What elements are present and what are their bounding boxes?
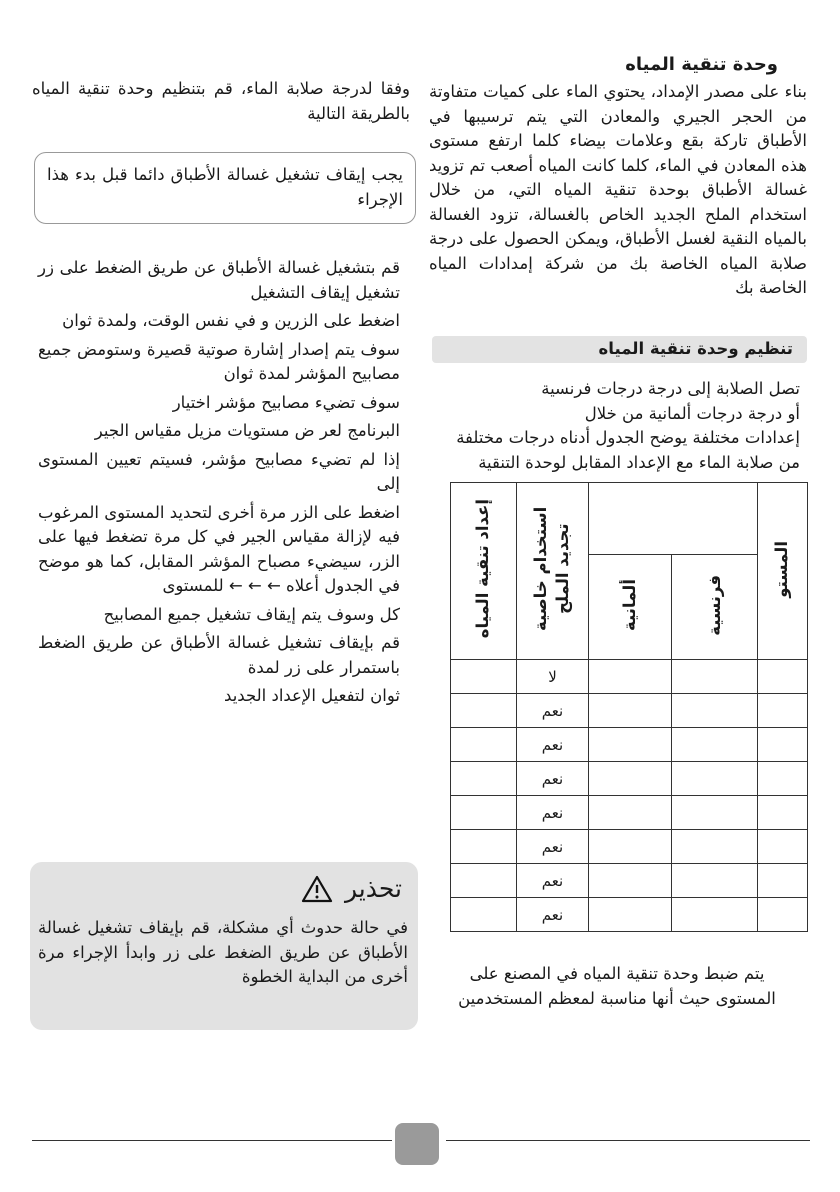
warning-title: تحذير (345, 874, 402, 903)
table-cell (757, 830, 807, 864)
procedure-steps (38, 256, 400, 713)
table-cell (757, 796, 807, 830)
table-cell (672, 762, 757, 796)
salt-cell: نعم (516, 728, 588, 762)
table-cell (672, 694, 757, 728)
salt-cell: نعم (516, 694, 588, 728)
procedure-step: ثوان لتفعيل الإعداد الجديد (224, 686, 400, 705)
procedure-step: سوف يتم إصدار إشارة صوتية قصيرة وستومض جميع مصابيح المؤشر لمدة ثوان (38, 339, 400, 383)
table-cell (672, 830, 757, 864)
table-cell (451, 660, 517, 694)
table-row (451, 898, 808, 932)
table-row (451, 796, 808, 830)
header-setting: إعداد تنقية المياه (451, 483, 517, 660)
table-cell (757, 728, 807, 762)
salt-cell: نعم (516, 796, 588, 830)
table-cell (757, 660, 807, 694)
table-cell (589, 796, 672, 830)
left-intro: وفقا لدرجة صلابة الماء، قم بتنظيم وحدة تنقية المياه بالطريقة التالية (32, 79, 410, 123)
table-cell (451, 830, 517, 864)
table-cell (451, 796, 517, 830)
hardness-line: من صلابة الماء مع الإعداد المقابل لوحدة التنقية (478, 452, 800, 472)
warning-triangle-icon (301, 875, 333, 903)
salt-cell: نعم (516, 830, 588, 864)
table-row (451, 728, 808, 762)
factory-setting-note (432, 962, 802, 1011)
procedure-step: سوف تضيء مصابيح مؤشر اختيار (172, 392, 400, 412)
table-body (451, 660, 808, 932)
table-row (451, 762, 808, 796)
hardness-table (450, 482, 808, 932)
page-number-badge (395, 1123, 439, 1165)
header-level: المستو (757, 483, 807, 660)
header-german: ألمانية (589, 555, 672, 660)
hardness-description (430, 377, 800, 475)
table-cell (757, 898, 807, 932)
salt-cell: نعم (516, 762, 588, 796)
notice-box (34, 152, 416, 224)
table-row (451, 830, 808, 864)
hardness-line: أو درجة درجات ألمانية من خلال (584, 403, 800, 423)
table-cell (589, 864, 672, 898)
procedure-step: اضغط على الزرين و في نفس الوقت، ولمدة ثوان (62, 311, 400, 330)
table-cell (451, 694, 517, 728)
procedure-step: قم بإيقاف تشغيل غسالة الأطباق عن طريق الضغط باستمرار على زر لمدة (38, 633, 400, 677)
salt-cell: نعم (516, 864, 588, 898)
table-cell (589, 728, 672, 762)
table-cell (451, 762, 517, 796)
table-cell (589, 660, 672, 694)
procedure-step: كل وسوف يتم إيقاف تشغيل جميع المصابيح (103, 604, 400, 624)
hardness-line: إعدادات مختلفة يوضح الجدول أدناه درجات مختلفة (456, 428, 800, 447)
header-french: فرنسية (672, 555, 757, 660)
table-cell (451, 864, 517, 898)
note-line: يتم ضبط وحدة تنقية المياه في المصنع على (469, 964, 765, 983)
table-cell (757, 864, 807, 898)
table-cell (757, 694, 807, 728)
water-softener-intro: بناء على مصدر الإمداد، يحتوي الماء على كميات متفاوتة من الحجر الجيري والمعادن التي يتم ترسيبها في الأطباق تاركة بقع وعلامات بيضاء كلما ارتفع مستوى هذه المعادن في الماء، كلما كانت المياه أصعب تم تزويد غسالة الأطباق بوحدة تنقية المياه التي، من خلال استخدام الملح الجديد الخاص بالغسالة، تزود الغسالة بالمياه النقية لغسل الأطباق، ويمكن الحصول على درجة صلابة المياه الخاصة بك من شركة إمدادات المياه الخاصة بك (429, 82, 807, 297)
notice-text: يجب إيقاف تشغيل غسالة الأطباق دائما قبل بدء هذا الإجراء (47, 165, 403, 209)
table-row (451, 660, 808, 694)
note-line: المستوى حيث أنها مناسبة لمعظم المستخدمين (458, 988, 776, 1008)
section-title-water-softener: وحدة تنقية المياه (625, 54, 778, 75)
table-cell (589, 830, 672, 864)
hardness-line: تصل الصلابة إلى درجة درجات فرنسية (541, 379, 800, 398)
section-header-regulate: تنظيم وحدة تنقية المياه (598, 339, 793, 358)
table-cell (589, 694, 672, 728)
header-hardness-group (589, 483, 758, 555)
salt-cell: لا (516, 660, 588, 694)
table-row (451, 694, 808, 728)
footer-rule-left (32, 1140, 392, 1141)
table-cell (451, 728, 517, 762)
table-cell (672, 796, 757, 830)
footer-rule-right (446, 1140, 810, 1141)
warning-text: في حالة حدوث أي مشكلة، قم بإيقاف تشغيل غسالة الأطباق عن طريق الضغط على زر وابدأ الإجراء مرة أخرى من البداية الخطوة (38, 918, 408, 986)
table-cell (589, 898, 672, 932)
procedure-step: قم بتشغيل غسالة الأطباق عن طريق الضغط على زر تشغيل إيقاف التشغيل (38, 258, 400, 302)
warning-box (30, 862, 418, 1030)
table-cell (672, 898, 757, 932)
table-cell (672, 728, 757, 762)
procedure-step: اضغط على الزر مرة أخرى لتحديد المستوى المرغوب فيه لإزالة مقياس الجير في كل مرة تضغط فيها على الزر، سيضيء مصباح المؤشر المقابل، كما هو موضح في الجدول أعلاه ← ← ← للمستوى (38, 502, 400, 595)
salt-cell: نعم (516, 898, 588, 932)
table-cell (672, 864, 757, 898)
table-row (451, 864, 808, 898)
procedure-step: إذا لم تضيء مصابيح مؤشر، فسيتم تعيين المستوى إلى (38, 449, 400, 493)
procedure-step: البرنامج لعر ض مستويات مزيل مقياس الجير (94, 421, 400, 440)
table-cell (451, 898, 517, 932)
table-cell (589, 762, 672, 796)
section-header-bar (432, 336, 807, 363)
table-cell (672, 660, 757, 694)
warning-header (301, 874, 402, 903)
table-cell (757, 762, 807, 796)
header-salt: استخدام خاصية تجديد الملح (516, 483, 588, 660)
